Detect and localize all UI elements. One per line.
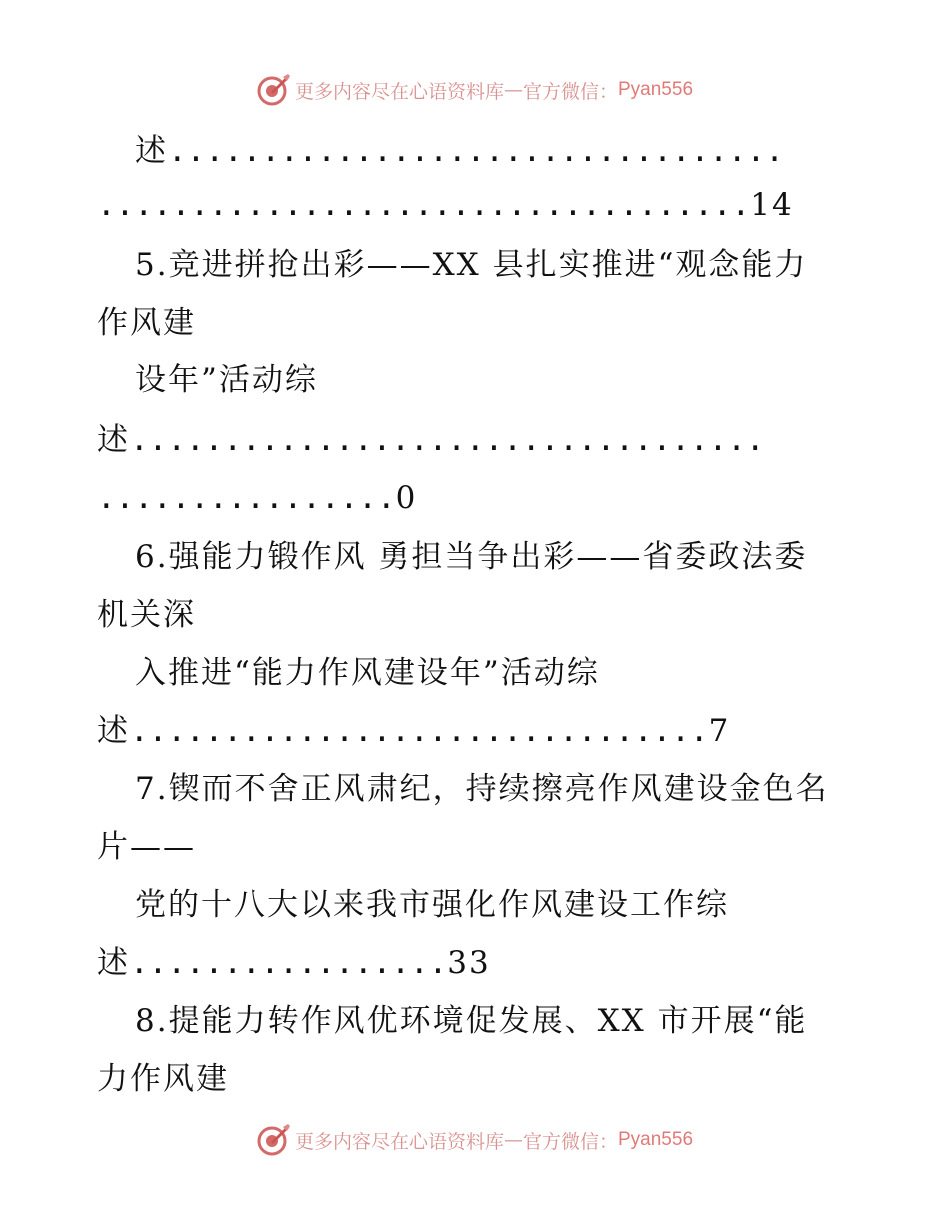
toc-text: 机关深 bbox=[97, 597, 196, 633]
watermark-separator: — bbox=[503, 1129, 523, 1151]
toc-leader: .................................. bbox=[130, 422, 765, 458]
toc-text: 7.锲而不舍正风肃纪，持续擦亮作风建设金色名 bbox=[135, 771, 829, 807]
watermark-brand: 更多内容尽在心语资料库 bbox=[294, 1130, 504, 1153]
toc-line bbox=[135, 532, 852, 582]
toc-leader: ................. bbox=[130, 945, 448, 981]
toc-line bbox=[97, 473, 852, 523]
toc-line bbox=[135, 126, 852, 176]
toc-leader: ................................. bbox=[168, 133, 784, 169]
quill-seal-icon bbox=[257, 73, 291, 107]
toc-line bbox=[135, 880, 852, 930]
quill-seal-icon bbox=[257, 1123, 291, 1157]
watermark-brand: 更多内容尽在心语资料库 bbox=[294, 80, 504, 103]
toc-line bbox=[135, 764, 852, 814]
toc-line bbox=[135, 355, 852, 405]
watermark-wechat-id: Pyan556 bbox=[618, 79, 694, 100]
toc-text: 入推进“能力作风建设年”活动综 bbox=[135, 655, 600, 691]
toc-line bbox=[97, 1054, 852, 1104]
toc-text: 5.竞进拼抢出彩——XX 县扎实推进“观念能力 bbox=[135, 247, 808, 283]
toc-line bbox=[97, 298, 852, 348]
toc-text: 设年”活动综 bbox=[135, 362, 318, 398]
watermark-label: 官方微信： bbox=[522, 80, 618, 103]
toc-leader: ................................... bbox=[97, 187, 751, 223]
toc-text: 作风建 bbox=[97, 305, 196, 341]
toc-text: 述 bbox=[97, 713, 130, 749]
toc-line bbox=[97, 180, 852, 230]
toc-leader: ................ bbox=[97, 480, 396, 516]
toc-line bbox=[97, 938, 852, 988]
watermark-wechat-id: Pyan556 bbox=[618, 1129, 694, 1150]
toc-line bbox=[97, 415, 852, 465]
toc-line bbox=[135, 996, 852, 1046]
toc-line bbox=[135, 648, 852, 698]
toc-text: 片—— bbox=[97, 829, 196, 865]
footer-watermark bbox=[0, 1120, 950, 1160]
toc-leader: ............................... bbox=[130, 713, 709, 749]
toc-line bbox=[97, 590, 852, 640]
toc-page: 7 bbox=[708, 713, 731, 749]
toc-text: 述 bbox=[97, 422, 130, 458]
toc-text: 述 bbox=[135, 133, 168, 169]
watermark-label: 官方微信： bbox=[522, 1130, 618, 1153]
header-watermark bbox=[0, 70, 950, 110]
toc-page: 0 bbox=[395, 480, 418, 516]
toc-line bbox=[97, 706, 852, 756]
toc-line bbox=[135, 240, 852, 290]
toc-text: 述 bbox=[97, 945, 130, 981]
toc-line bbox=[97, 822, 852, 872]
toc-page: 14 bbox=[750, 187, 794, 223]
toc-text: 6.强能力锻作风 勇担当争出彩——省委政法委 bbox=[135, 539, 808, 575]
toc-page: 33 bbox=[447, 945, 491, 981]
toc-text: 力作风建 bbox=[97, 1061, 229, 1097]
watermark-separator: — bbox=[503, 79, 523, 101]
toc-text: 8.提能力转作风优环境促发展、XX 市开展“能 bbox=[135, 1003, 808, 1039]
toc-text: 党的十八大以来我市强化作风建设工作综 bbox=[135, 887, 729, 923]
